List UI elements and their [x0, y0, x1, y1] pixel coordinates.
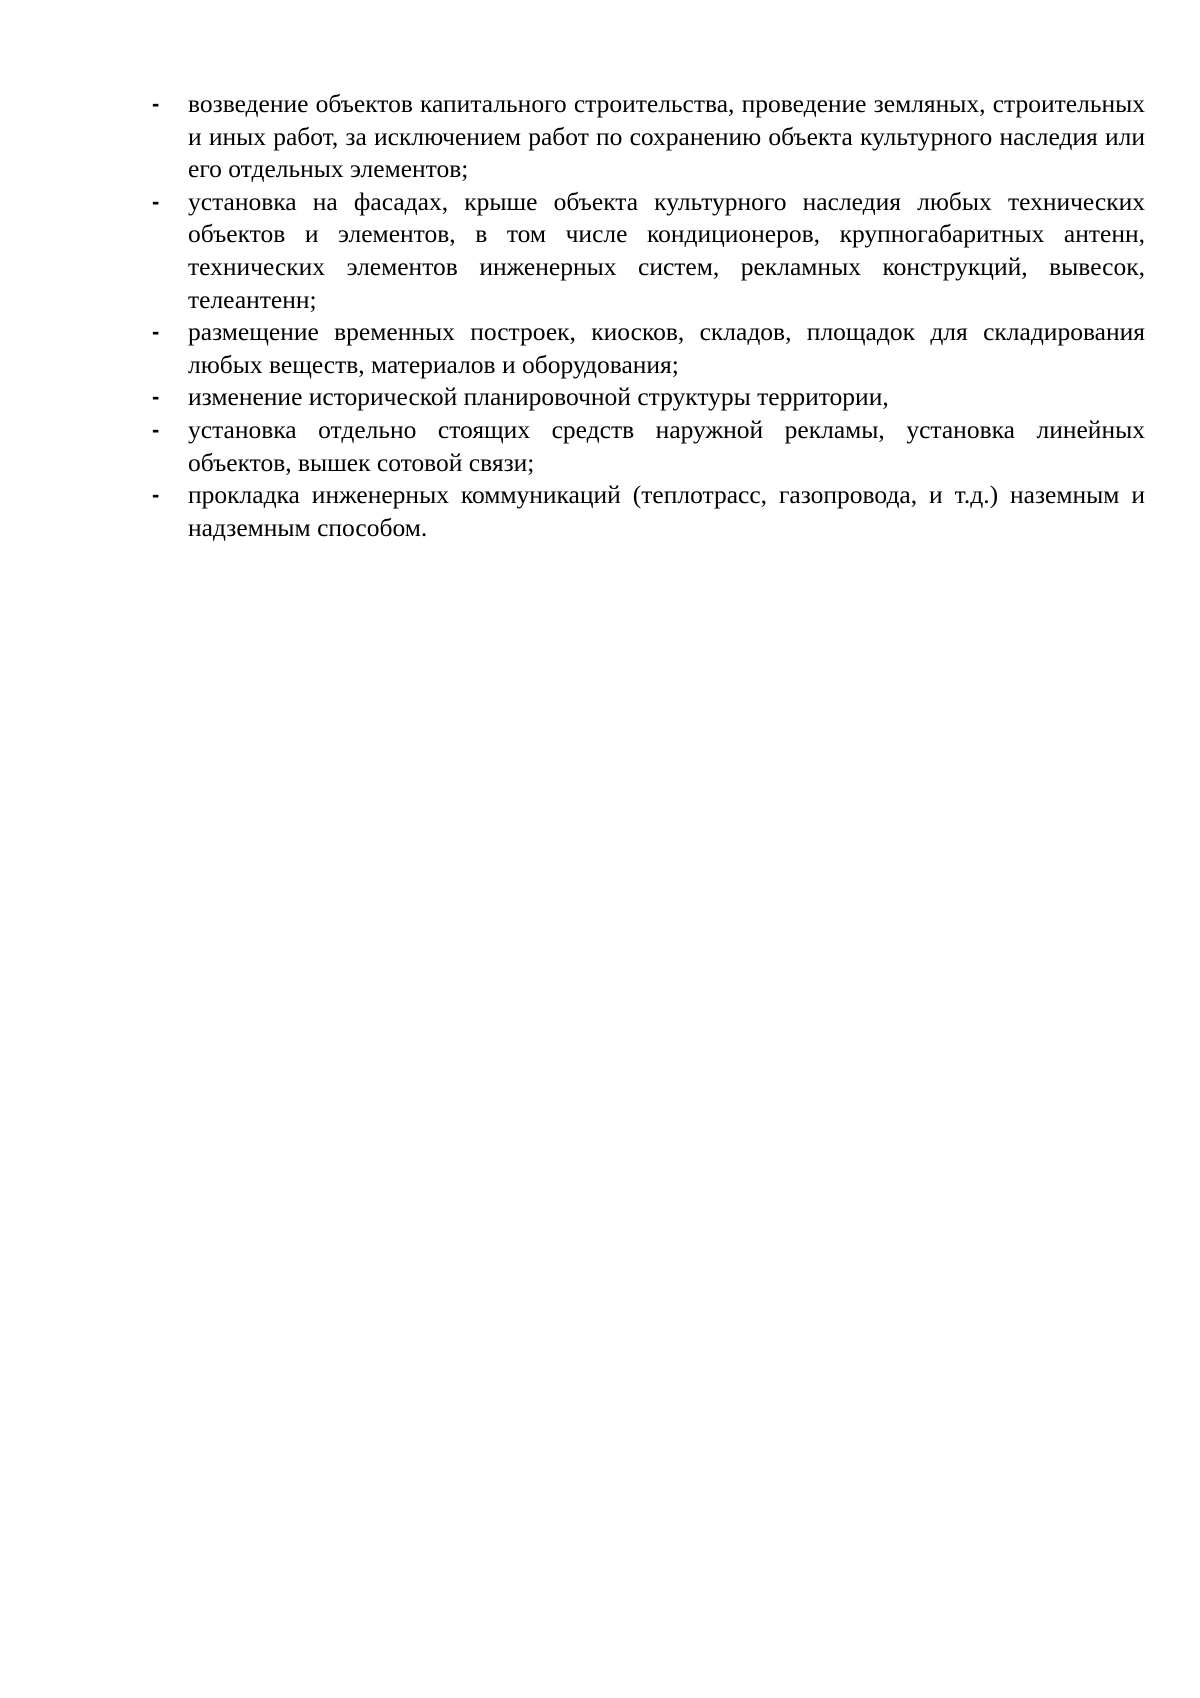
- dash-bullet: -: [152, 188, 160, 214]
- list-item: [150, 186, 1145, 316]
- dash-bullet: -: [152, 384, 160, 410]
- list-item: [150, 88, 1145, 186]
- list-item: [150, 381, 1145, 414]
- dash-bullet: -: [152, 319, 160, 345]
- dash-bullet: -: [152, 482, 160, 508]
- list-item-text: изменение исторической планировочной структуры территории,: [188, 382, 889, 412]
- list-item-text: размещение временных построек, киосков, складов, площадок для складирования любых веществ, материалов и оборудования;: [188, 317, 1145, 379]
- list-item: [150, 316, 1145, 381]
- list-item-text: прокладка инженерных коммуникаций (теплотрасс, газопровода, и т.д.) наземным и надземным способом.: [188, 480, 1145, 542]
- list-item: [150, 414, 1145, 479]
- list-item: [150, 479, 1145, 544]
- list-item-text: возведение объектов капитального строительства, проведение земляных, строительных и иных работ, за исключением работ по сохранению объекта культурного наследия или его отдельных элементов;: [188, 89, 1145, 184]
- list-item-text: установка на фасадах, крыше объекта культурного наследия любых технических объектов и элементов, в том числе кондиционеров, крупногабаритных антенн, технических элементов инженерных систем, рекламных конструкций, вывесок, телеантенн;: [188, 186, 1145, 314]
- dash-bullet: -: [152, 416, 160, 442]
- list-item-text: установка отдельно стоящих средств наружной рекламы, установка линейных объектов, вышек сотовой связи;: [188, 414, 1145, 477]
- dash-bullet: -: [152, 91, 160, 116]
- restrictions-list: [150, 88, 1145, 544]
